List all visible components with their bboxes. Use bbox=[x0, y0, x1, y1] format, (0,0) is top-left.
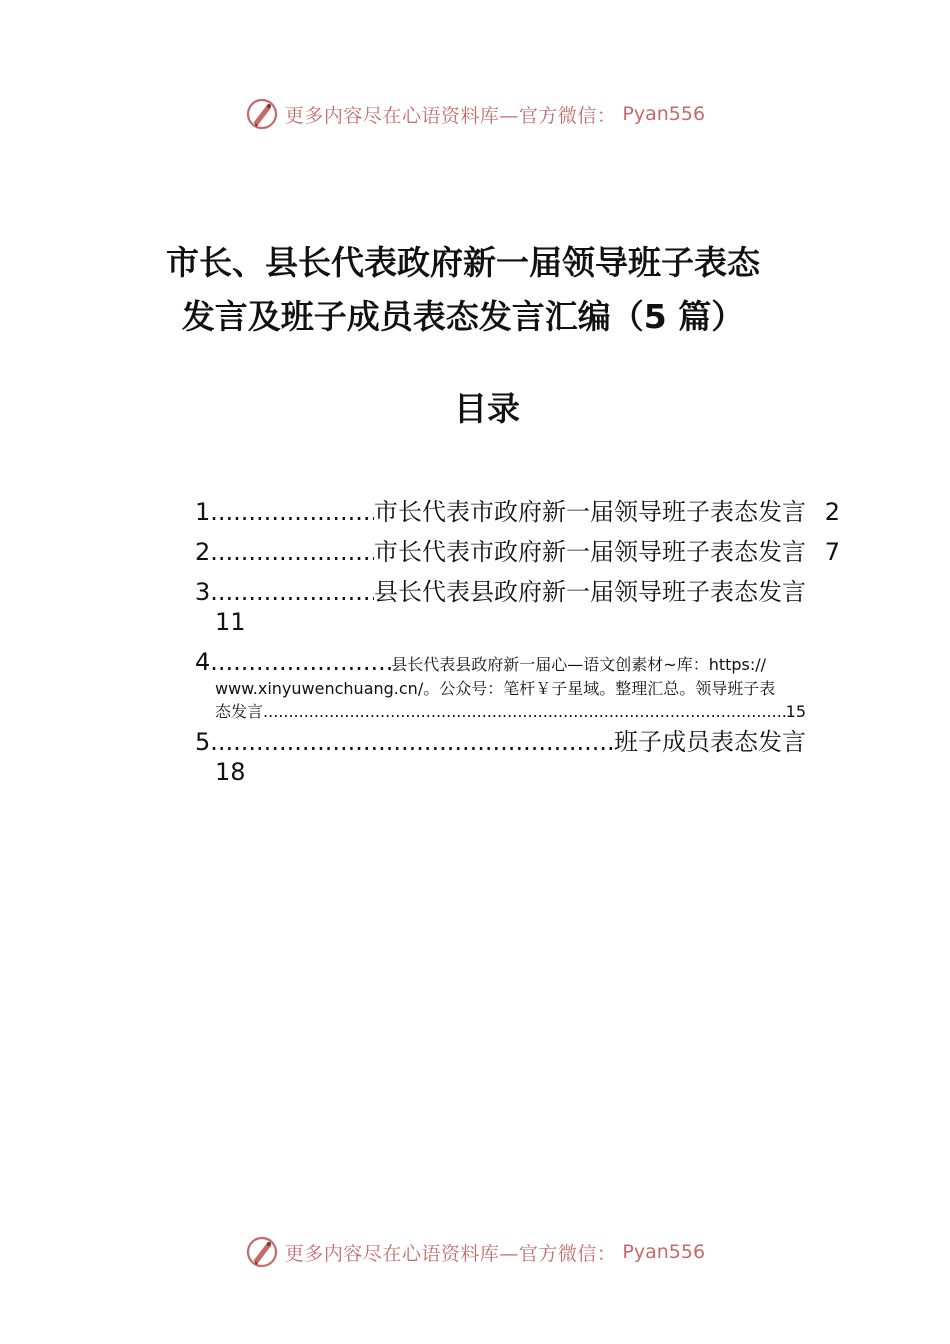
toc-title-part-1: 县长代表县政府新一届心—语文创素材~库：https:// bbox=[391, 655, 767, 674]
document-title-line-1: 市长、县长代表政府新一届领导班子表态 bbox=[166, 243, 760, 282]
toc-number: 4 bbox=[195, 648, 211, 676]
toc-title: 市长代表市政府新一届领导班子表态发言 bbox=[374, 498, 806, 526]
toc-leader bbox=[210, 647, 391, 677]
footer-banner bbox=[0, 1232, 950, 1272]
toc-leader bbox=[263, 700, 786, 723]
toc-entry[interactable] bbox=[195, 577, 840, 637]
toc-page: 15 bbox=[785, 702, 806, 721]
banner-wechat-id: Pyan556 bbox=[622, 103, 706, 125]
toc-leader bbox=[210, 497, 374, 527]
toc-entry[interactable] bbox=[195, 647, 840, 723]
document-title-line-2: 发言及班子成员表态发言汇编（5 篇） bbox=[181, 297, 745, 336]
toc-title: 县长代表县政府新一届领导班子表态发言 bbox=[374, 578, 806, 606]
toc-number: 2 bbox=[195, 538, 211, 566]
toc-entry[interactable] bbox=[195, 497, 840, 527]
toc-number: 3 bbox=[195, 578, 211, 606]
toc-heading: 目录 bbox=[454, 389, 520, 428]
toc-title: 市长代表市政府新一届领导班子表态发言 bbox=[374, 538, 806, 566]
toc-leader bbox=[210, 537, 374, 567]
banner-text: 更多内容尽在心语资料库—官方微信： bbox=[284, 104, 617, 127]
toc-title-part-2: www.xinyuwenchuang.cn/。公众号：笔杆￥子星域。整理汇总。领导班子表 bbox=[215, 679, 776, 698]
toc-number: 1 bbox=[195, 498, 211, 526]
banner-text: 更多内容尽在心语资料库—官方微信： bbox=[284, 1242, 617, 1265]
toc-page: 11 bbox=[215, 608, 246, 636]
toc-leader bbox=[210, 727, 614, 757]
toc-leader bbox=[210, 577, 374, 607]
pen-logo-icon bbox=[245, 97, 279, 131]
toc-title: 班子成员表态发言 bbox=[614, 728, 806, 756]
header-banner bbox=[0, 94, 950, 134]
toc-page: 2 bbox=[824, 498, 840, 526]
toc-entry[interactable] bbox=[195, 727, 840, 787]
toc-number: 5 bbox=[195, 728, 211, 756]
toc-page: 18 bbox=[215, 758, 246, 786]
toc-title-part-3: 态发言 bbox=[215, 702, 264, 721]
pen-logo-icon bbox=[245, 1235, 279, 1269]
toc-page: 7 bbox=[824, 538, 840, 566]
banner-wechat-id: Pyan556 bbox=[622, 1241, 706, 1263]
toc-entry[interactable] bbox=[195, 537, 840, 567]
